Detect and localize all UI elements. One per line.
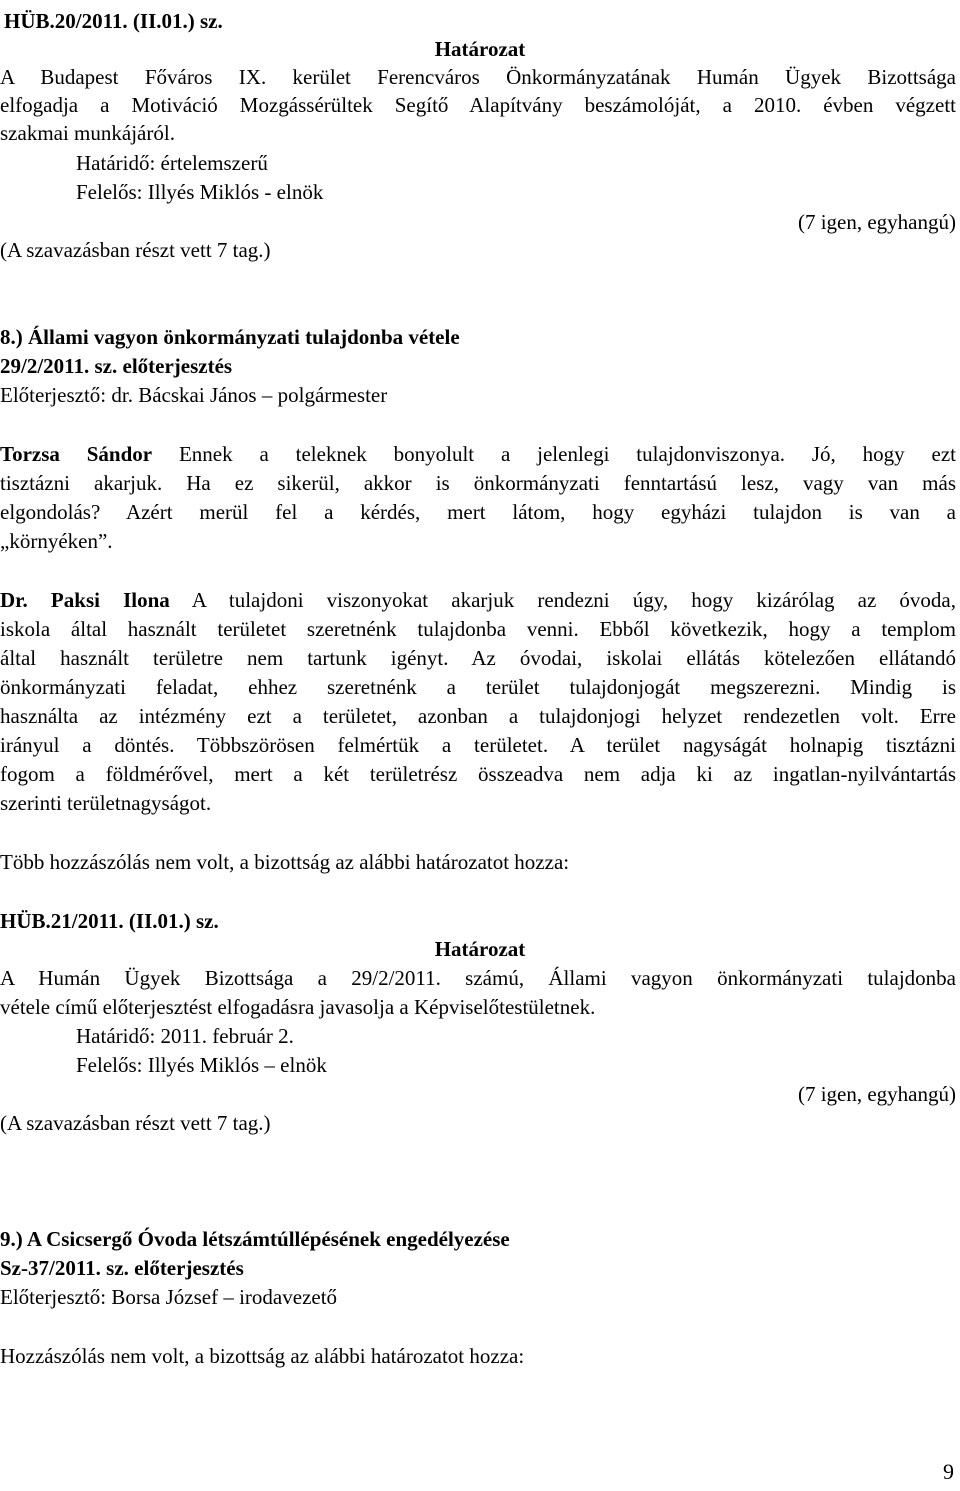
resolution-heading-21: Határozat (434, 937, 526, 961)
closing-statement-2: Hozzászólás nem volt, a bizottság az alábbi határozatot hozza: (0, 1344, 525, 1368)
speaker-name: Dr. Paksi Ilona (0, 588, 170, 612)
responsible-20: Felelős: Illyés Miklós - elnök (76, 180, 324, 204)
responsible-21: Felelős: Illyés Miklós – elnök (76, 1053, 327, 1077)
deadline-20: Határidő: értelemszerű (76, 151, 268, 175)
resolution-ref-20: HÜB.20/2011. (II.01.) sz. (4, 9, 223, 33)
resolution-text-20-line1: A Budapest Főváros IX. kerület Ferencváros Önkormányzatának Humán Ügyek Bizottsága (0, 65, 956, 89)
resolution-text-21-line2: vétele című előterjesztést elfogadásra javasolja a Képviselőtestületnek. (0, 995, 596, 1019)
speech-paksi-line8: szerinti területnagyságot. (0, 791, 212, 815)
speech-torzsa-line1: Torzsa Sándor Ennek a teleknek bonyolult a jelenlegi tulajdonviszonya. Jó, hogy ezt (0, 442, 956, 466)
closing-statement-1: Több hozzászólás nem volt, a bizottság az alábbi határozatot hozza: (0, 850, 570, 874)
agenda-item-9-presenter: Előterjesztő: Borsa József – irodavezető (0, 1285, 338, 1309)
agenda-item-9-ref: Sz-37/2011. sz. előterjesztés (0, 1256, 244, 1280)
speech-paksi-line4: önkormányzati feladat, ehhez szeretnénk a terület tulajdonjogát megszerezni. Mindig is (0, 675, 956, 699)
agenda-item-8-presenter: Előterjesztő: dr. Bácskai János – polgármester (0, 383, 388, 407)
speaker-name: Torzsa Sándor (0, 442, 153, 466)
vote-note-21: (A szavazásban részt vett 7 tag.) (0, 1111, 271, 1135)
speech-torzsa-line2: tisztázni akarjuk. Ha ez sikerül, akkor is önkormányzati fenntartású lesz, vagy van más (0, 471, 956, 495)
vote-result-20: (7 igen, egyhangú) (797, 210, 956, 234)
page-number: 9 (943, 1459, 954, 1484)
resolution-heading-20: Határozat (434, 37, 526, 61)
deadline-21: Határidő: 2011. február 2. (76, 1024, 294, 1048)
resolution-text-20-line2: elfogadja a Motiváció Mozgássérültek Segítő Alapítvány beszámolóját, a 2010. évben végzett (0, 93, 956, 117)
speech-torzsa-line4: „környéken”. (0, 529, 113, 553)
speech-torzsa-line3: elgondolás? Azért merül fel a kérdés, mert látom, hogy egyházi tulajdon is van a (0, 500, 956, 524)
agenda-item-8-ref: 29/2/2011. sz. előterjesztés (0, 354, 233, 378)
speech-paksi-line6: irányul a döntés. Többszörösen felmértük a területet. A terület nagyságát holnapig tisztázni (0, 733, 956, 757)
resolution-text-21-line1: A Humán Ügyek Bizottsága a 29/2/2011. számú, Állami vagyon önkormányzati tulajdonba (0, 966, 956, 990)
resolution-text-20-line3: szakmai munkájáról. (0, 121, 175, 145)
vote-result-21: (7 igen, egyhangú) (797, 1082, 956, 1106)
speech-paksi-line5: használta az intézmény ezt a területet, azonban a tulajdonjogi helyzet rendezetlen volt. Erre (0, 704, 956, 728)
agenda-item-9-title: 9.) A Csicsergő Óvoda létszámtúllépésének engedélyezése (0, 1227, 510, 1251)
agenda-item-8-title: 8.) Állami vagyon önkormányzati tulajdonba vétele (0, 325, 460, 349)
speech-paksi-line2: iskola által használt területet szeretnénk tulajdonba venni. Ebből következik, hogy a templom (0, 617, 956, 641)
speech-paksi-line3: által használt területre nem tartunk igényt. Az óvodai, iskolai ellátás kötelezően ellátandó (0, 646, 956, 670)
vote-note-20: (A szavazásban részt vett 7 tag.) (0, 238, 271, 262)
speech-paksi-line7: fogom a földmérővel, mert a két területrész összeadva nem adja ki az ingatlan-nyilvántartás (0, 762, 956, 786)
resolution-ref-21: HÜB.21/2011. (II.01.) sz. (0, 909, 219, 933)
speech-paksi-line1: Dr. Paksi Ilona A tulajdoni viszonyokat akarjuk rendezni úgy, hogy kizárólag az óvoda, (0, 588, 956, 612)
